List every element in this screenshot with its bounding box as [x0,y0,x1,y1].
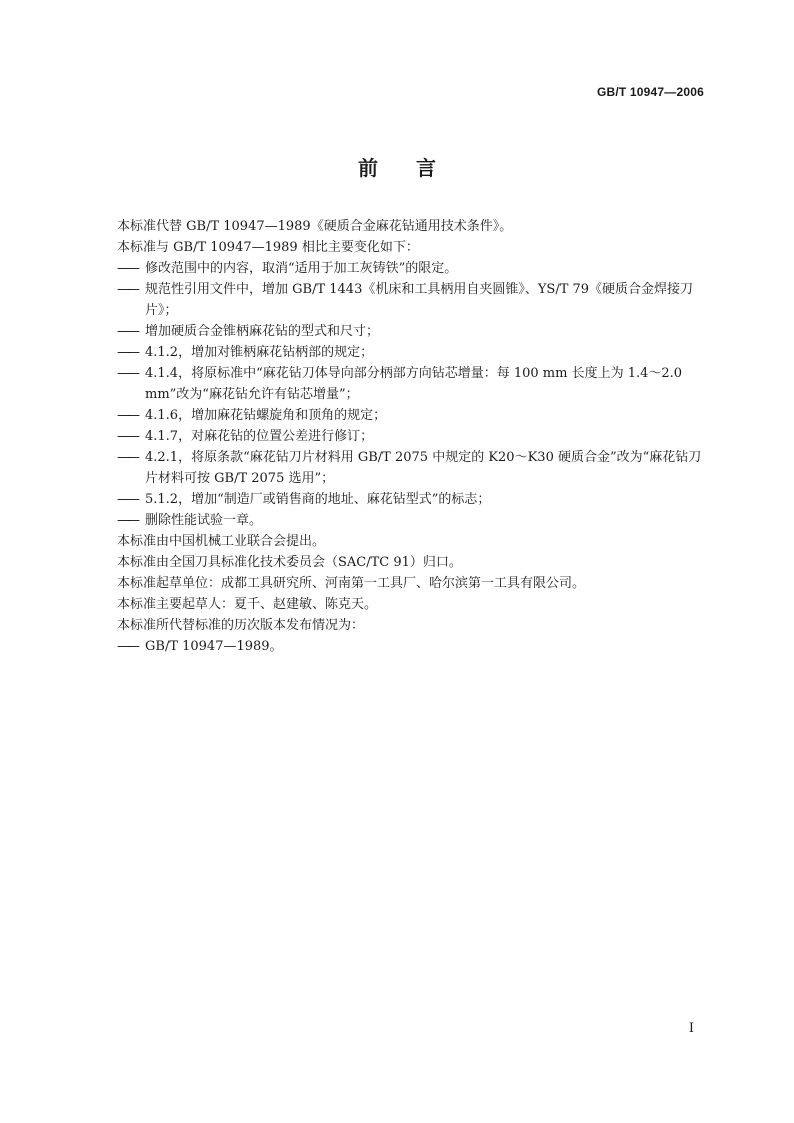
dash-marker: —— [117,513,137,528]
dash-list-item [117,447,707,489]
dash-list-item [117,342,707,363]
paragraph: 本标准主要起草人：夏千、赵建敏、陈克天。 [117,597,378,612]
dash-list-item [117,489,707,510]
dash-list-item [117,321,707,342]
paragraph: 本标准代替 GB/T 10947—1989《硬质合金麻花钻通用技术条件》。 [117,219,513,234]
dash-list-item [117,363,707,405]
dash-marker: —— [117,282,137,297]
dash-list-item [117,258,707,279]
dash-list-item [117,636,707,657]
standard-number: GB/T 10947—2006 [596,85,704,99]
dash-marker: —— [117,639,137,654]
dash-item-text: 4.1.2，增加对锥柄麻花钻柄部的规定； [145,345,374,360]
dash-list-item [117,426,707,447]
dash-item-text: GB/T 10947—1989。 [145,639,283,654]
dash-marker: —— [117,429,137,444]
dash-list-item [117,405,707,426]
dash-marker: —— [117,324,137,339]
dash-item-text: 增加硬质合金锥柄麻花钻的型式和尺寸； [145,324,380,339]
dash-item-text: 规范性引用文件中，增加 GB/T 1443《机床和工具柄用自夹圆锥》、YS/T 79《硬质合金焊接刀片》； [145,282,694,318]
paragraph: 本标准起草单位：成都工具研究所、河南第一工具厂、哈尔滨第一工具有限公司。 [117,576,586,591]
dash-item-text: 4.1.6，增加麻花钻螺旋角和顶角的规定； [145,408,387,423]
dash-marker: —— [117,450,137,465]
document-body [117,216,707,657]
dash-item-text: 修改范围中的内容，取消“适用于加工灰铸铁”的限定。 [145,261,458,276]
dash-marker: —— [117,366,137,381]
dash-marker: —— [117,345,137,360]
paragraph: 本标准与 GB/T 10947—1989 相比主要变化如下： [117,240,419,255]
paragraph: 本标准由中国机械工业联合会提出。 [117,534,326,549]
dash-item-text: 4.1.4，将原标准中“麻花钻刀体导向部分柄部方向钻芯增量：每 100 mm 长度上为 1.4～2.0 mm”改为“麻花钻允许有钻芯增量”； [145,366,683,402]
dash-item-text: 4.2.1，将原条款“麻花钻刀片材料用 GB/T 2075 中规定的 K20～K30 硬质合金”改为“麻花钻刀片材料可按 GB/T 2075 选用”； [145,450,702,486]
page-title: 前言 [358,156,474,180]
dash-marker: —— [117,408,137,423]
dash-marker: —— [117,492,137,507]
paragraph: 本标准所代替标准的历次版本发布情况为： [117,618,365,633]
dash-item-text: 删除性能试验一章。 [145,513,263,528]
dash-marker: —— [117,261,137,276]
dash-list-item [117,279,707,321]
page-number: I [688,1021,694,1036]
dash-item-text: 5.1.2，增加“制造厂或销售商的地址、麻花钻型式”的标志； [145,492,491,507]
dash-list-item [117,510,707,531]
paragraph: 本标准由全国刀具标准化技术委员会（SAC/TC 91）归口。 [117,555,462,570]
dash-item-text: 4.1.7，对麻花钻的位置公差进行修订； [145,429,374,444]
